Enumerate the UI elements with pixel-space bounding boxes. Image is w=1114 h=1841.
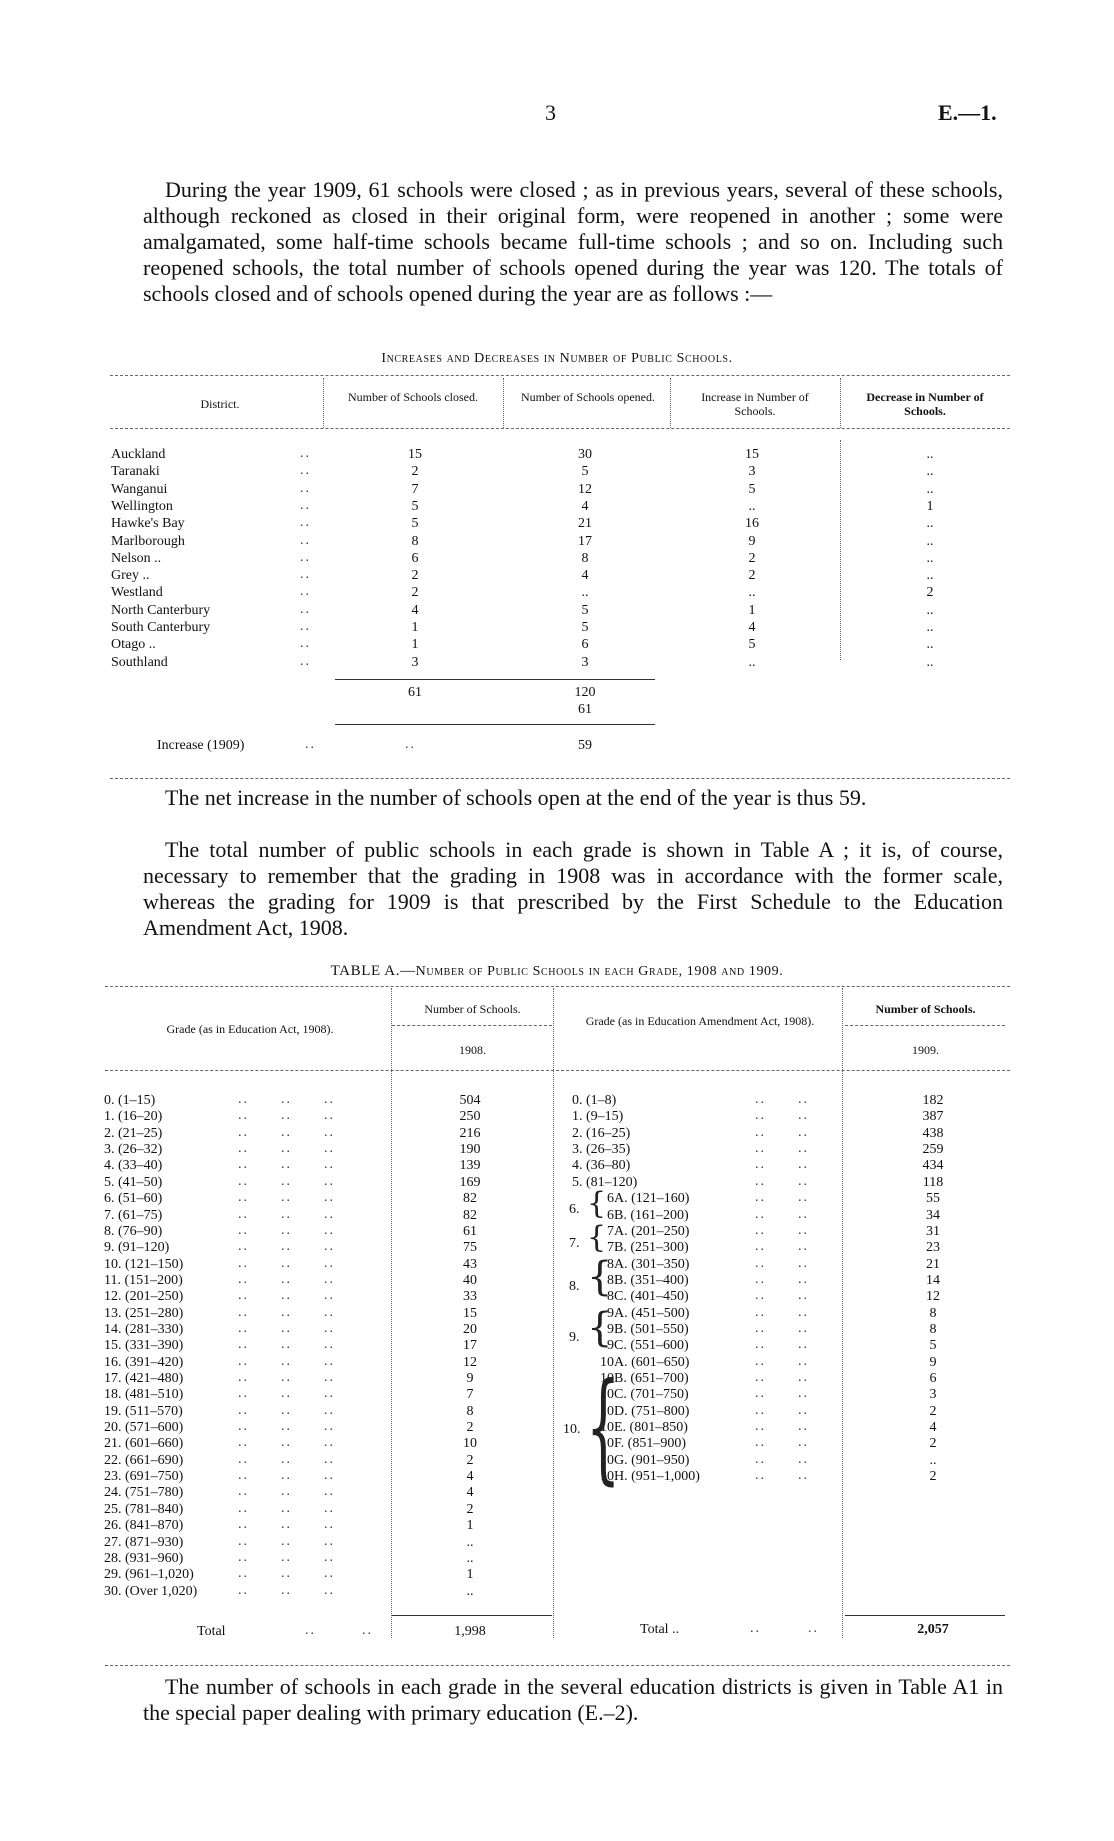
count-1909: 2 xyxy=(929,1436,937,1452)
closed-count: 15 xyxy=(408,447,422,462)
grade-1909: 10E. (801–850) xyxy=(600,1420,688,1435)
district-name: Nelson .. xyxy=(111,550,162,566)
brace: { xyxy=(587,1220,607,1255)
grade-1909: 8A. (301–350) xyxy=(607,1256,690,1272)
count-1909: 31 xyxy=(926,1223,940,1239)
grade-1908: 22. (661–690) xyxy=(104,1452,184,1468)
leader-dots: .. .. xyxy=(755,1353,809,1369)
increase-count: 3 xyxy=(748,464,756,480)
table2-right-number-header: Number of Schools. xyxy=(875,1002,976,1016)
count-1909: 9 xyxy=(929,1354,937,1370)
decrease-count: 2 xyxy=(926,585,934,601)
grade-1909: 9B. (501–550) xyxy=(607,1321,689,1337)
decrease-count: .. xyxy=(926,637,934,653)
leader-dots: .. .. .. xyxy=(238,1468,335,1483)
grade-1909: 8B. (351–400) xyxy=(607,1272,689,1288)
increase-count: .. xyxy=(748,654,756,670)
grade-1909: 3. (26–35) xyxy=(572,1142,631,1157)
grade-1909: 6A. (121–160) xyxy=(607,1191,690,1207)
grade-1909: 10D. (751–800) xyxy=(600,1403,690,1419)
grade-1908: 23. (691–750) xyxy=(104,1469,184,1484)
leader-dots: .. .. .. xyxy=(238,1255,335,1271)
closed-count: 2 xyxy=(411,568,419,584)
decrease-count: .. xyxy=(926,481,934,497)
leader-dots: .. .. .. xyxy=(238,1190,335,1206)
closed-count: 2 xyxy=(411,585,419,601)
opened-count: 5 xyxy=(581,464,589,480)
table2-total-right: 2,057 xyxy=(917,1622,949,1637)
closed-count: 5 xyxy=(411,516,419,532)
opened-count: 5 xyxy=(581,620,589,635)
count-1909: 55 xyxy=(926,1191,940,1207)
leader-dots: .. .. .. xyxy=(238,1092,335,1107)
district-name: Grey .. xyxy=(111,568,150,584)
grade-1909: 10B. (651–700) xyxy=(600,1371,689,1386)
closed-count: 1 xyxy=(411,637,419,653)
leader-dots: .. xyxy=(300,567,311,583)
count-1908: 2 xyxy=(466,1420,474,1435)
increase-count: 15 xyxy=(745,447,759,462)
table2-left-grade-header: Grade (as in Education Act, 1908). xyxy=(166,1022,334,1036)
leader-dots: .. .. xyxy=(755,1435,809,1451)
count-1909: 6 xyxy=(929,1371,937,1386)
leader-dots: .. .. .. xyxy=(238,1517,335,1533)
group-label-7: 7. xyxy=(569,1236,580,1251)
table1-caption: Increases and Decreases in Number of Public Schools. xyxy=(381,351,733,366)
leader-dots: .. .. xyxy=(755,1271,809,1287)
count-1908: .. xyxy=(466,1534,474,1550)
closed-count: 5 xyxy=(411,498,419,514)
leader-dots: .. xyxy=(300,463,311,479)
leader-dots: .. .. .. xyxy=(238,1353,335,1369)
count-1908: 9 xyxy=(466,1371,474,1386)
count-1908: .. xyxy=(466,1550,474,1566)
increase-count: 5 xyxy=(748,637,756,653)
leader-dots: .. .. xyxy=(755,1141,809,1156)
leader-dots: .. .. .. xyxy=(238,1451,335,1467)
leader-dots: .. .. xyxy=(755,1468,809,1483)
count-1908: 4 xyxy=(466,1469,474,1484)
opened-count: 12 xyxy=(578,481,592,497)
count-1908: 20 xyxy=(463,1321,477,1337)
count-1908: 15 xyxy=(463,1305,477,1321)
count-1909: 2 xyxy=(929,1403,937,1419)
leader-dots: .. xyxy=(300,446,311,461)
district-name: Auckland xyxy=(111,447,166,462)
decrease-count: .. xyxy=(926,568,934,584)
leader-dots: .. xyxy=(750,1621,761,1636)
leader-dots: .. xyxy=(300,532,311,548)
leader-dots: .. .. xyxy=(755,1288,809,1304)
leader-dots: .. .. .. xyxy=(238,1582,335,1598)
increase-count: .. xyxy=(748,498,756,514)
leader-dots: .. .. xyxy=(755,1157,809,1173)
grade-1908: 15. (331–390) xyxy=(104,1338,184,1354)
leader-dots: .. .. .. xyxy=(238,1484,335,1500)
district-name: Otago .. xyxy=(111,637,156,653)
grade-1908: 19. (511–570) xyxy=(104,1403,183,1419)
leader-dots: .. .. .. xyxy=(238,1239,335,1255)
district-name: Westland xyxy=(111,585,163,601)
grade-1908: 6. (51–60) xyxy=(104,1191,163,1207)
grade-1909: 6B. (161–200) xyxy=(607,1207,689,1223)
count-1909: 12 xyxy=(926,1289,940,1305)
page-reference: E.—1. xyxy=(938,100,997,125)
count-1909: 8 xyxy=(929,1305,937,1321)
count-1909: 182 xyxy=(922,1093,944,1108)
table2-total-right-label: Total .. xyxy=(640,1622,680,1637)
count-1908: 75 xyxy=(463,1240,477,1256)
leader-dots: .. .. xyxy=(755,1092,809,1107)
leader-dots: .. .. xyxy=(755,1304,809,1320)
leader-dots: .. .. xyxy=(755,1370,809,1385)
grade-1909: 7A. (201–250) xyxy=(607,1223,690,1239)
closed-count: 1 xyxy=(411,620,419,635)
leader-dots: .. .. .. xyxy=(238,1173,335,1189)
count-1908: 17 xyxy=(463,1338,477,1354)
leader-dots: .. .. xyxy=(755,1239,809,1255)
leader-dots: .. .. xyxy=(755,1255,809,1271)
grade-1909: 5. (81–120) xyxy=(572,1174,638,1190)
decrease-count: .. xyxy=(926,550,934,566)
grade-1908: 21. (601–660) xyxy=(104,1436,184,1452)
district-name: Hawke's Bay xyxy=(111,516,185,532)
leader-dots: .. .. .. xyxy=(238,1124,335,1140)
group-label-9: 9. xyxy=(569,1330,580,1345)
grade-1908: 27. (871–930) xyxy=(104,1534,184,1550)
opened-count: 4 xyxy=(581,498,589,514)
count-1908: 2 xyxy=(466,1452,474,1468)
grade-1909: 10A. (601–650) xyxy=(600,1354,690,1370)
net-increase-paragraph: The net increase in the number of schools open at the end of the year is thus 59. xyxy=(165,785,867,810)
leader-dots: .. .. .. xyxy=(238,1533,335,1549)
grade-1908: 4. (33–40) xyxy=(104,1158,163,1174)
closed-count: 7 xyxy=(411,481,419,497)
grade-1908: 26. (841–870) xyxy=(104,1518,184,1534)
decrease-count: .. xyxy=(926,533,934,549)
leader-dots: .. .. .. xyxy=(238,1304,335,1320)
count-1909: 2 xyxy=(929,1469,937,1484)
increase-count: 9 xyxy=(748,533,756,549)
table1-header-opened: Number of Schools opened. xyxy=(521,390,655,404)
grade-1908: 8. (76–90) xyxy=(104,1223,163,1239)
grade-1908: 24. (751–780) xyxy=(104,1485,184,1501)
leader-dots: .. .. .. xyxy=(238,1222,335,1238)
table1-header-decrease: Decrease in Number of Schools. xyxy=(866,390,984,418)
count-1909: 8 xyxy=(929,1321,937,1337)
grade-paragraph: The total number of public schools in each grade is shown in Table A ; it is, of course, necessary to remember that the grading in 1908 was in accordance with the former scale, whereas the grading for 1909 is that prescribed by the First Schedule to the Education Amendment Act, 1908. xyxy=(143,837,1003,940)
leader-dots: .. xyxy=(808,1621,819,1636)
leader-dots: .. .. .. xyxy=(238,1549,335,1565)
increase-count: 2 xyxy=(748,550,756,566)
district-name: Marlborough xyxy=(111,533,185,549)
leader-dots: .. .. .. xyxy=(238,1141,335,1156)
district-name: Southland xyxy=(111,654,168,670)
leader-dots: .. .. .. xyxy=(238,1108,335,1124)
count-1908: 169 xyxy=(459,1174,481,1190)
brace: { xyxy=(586,1358,621,1497)
grade-1908: 28. (931–960) xyxy=(104,1550,184,1566)
grade-1908: 3. (26–32) xyxy=(104,1142,163,1157)
leader-dots: .. .. .. xyxy=(238,1271,335,1287)
increase-count: 5 xyxy=(748,481,756,497)
grade-1908: 10. (121–150) xyxy=(104,1256,184,1272)
count-1909: 14 xyxy=(926,1272,940,1288)
table1-less-closed: 61 xyxy=(578,702,592,717)
count-1909: 259 xyxy=(922,1142,944,1157)
count-1908: 190 xyxy=(459,1142,481,1157)
leader-dots: .. .. .. xyxy=(238,1386,335,1402)
leader-dots: .. xyxy=(300,584,311,600)
opened-count: 3 xyxy=(581,654,589,670)
count-1909: 4 xyxy=(929,1420,937,1435)
table2-right-grade-header: Grade (as in Education Amendment Act, 1908). xyxy=(585,1014,815,1028)
grade-1909: 10C. (701–750) xyxy=(600,1387,689,1403)
leader-dots: .. .. xyxy=(755,1451,809,1467)
grade-1908: 16. (391–420) xyxy=(104,1354,184,1370)
grade-1909: 8C. (401–450) xyxy=(607,1289,689,1305)
brace: { xyxy=(587,1305,613,1351)
leader-dots: .. .. xyxy=(755,1173,809,1189)
leader-dots: .. xyxy=(300,549,311,565)
grade-1908: 9. (91–120) xyxy=(104,1240,170,1256)
count-1909: 387 xyxy=(922,1109,944,1125)
table2-right-year: 1909. xyxy=(912,1043,939,1057)
group-label-8: 8. xyxy=(569,1279,580,1294)
count-1908: 10 xyxy=(463,1436,477,1452)
count-1908: 2 xyxy=(466,1501,474,1517)
closing-paragraph: The number of schools in each grade in the several education districts is given in Table A1 in the special paper dealing with primary education (E.–2). xyxy=(143,1674,1003,1725)
leader-dots: .. .. xyxy=(755,1190,809,1206)
leader-dots: .. .. xyxy=(755,1419,809,1434)
leader-dots: .. .. xyxy=(755,1402,809,1418)
grade-1909: 10H. (951–1,000) xyxy=(600,1469,700,1484)
leader-dots: .. xyxy=(300,601,311,617)
grade-1908: 17. (421–480) xyxy=(104,1371,184,1386)
count-1909: 118 xyxy=(922,1174,944,1190)
grade-1908: 1. (16–20) xyxy=(104,1109,163,1125)
grade-1908: 7. (61–75) xyxy=(104,1207,163,1223)
leader-dots: .. xyxy=(305,737,316,752)
count-1908: 61 xyxy=(463,1223,477,1239)
count-1909: 3 xyxy=(929,1387,937,1403)
count-1908: 250 xyxy=(459,1109,481,1125)
increase-count: 4 xyxy=(748,620,756,635)
opened-count: 21 xyxy=(578,516,592,532)
count-1909: 5 xyxy=(929,1338,937,1354)
decrease-count: .. xyxy=(926,516,934,532)
leader-dots: .. .. .. xyxy=(238,1157,335,1173)
leader-dots: .. .. xyxy=(755,1108,809,1124)
leader-dots: .. .. .. xyxy=(238,1206,335,1222)
count-1909: 434 xyxy=(922,1158,944,1174)
decrease-count: .. xyxy=(926,464,934,480)
count-1908: 8 xyxy=(466,1403,474,1419)
count-1908: 82 xyxy=(463,1191,477,1207)
decrease-count: .. xyxy=(926,447,934,462)
increase-count: 2 xyxy=(748,568,756,584)
page-number: 3 xyxy=(545,100,556,125)
opened-count: 5 xyxy=(581,602,589,618)
grade-1908: 2. (21–25) xyxy=(104,1125,163,1141)
leader-dots: .. xyxy=(300,497,311,513)
leader-dots: .. .. .. xyxy=(238,1337,335,1353)
opened-count: 8 xyxy=(581,550,589,566)
count-1908: 33 xyxy=(463,1289,477,1305)
table1-header-closed: Number of Schools closed. xyxy=(348,390,478,404)
table1-increase-label: Increase (1909) xyxy=(157,738,245,753)
count-1909: 438 xyxy=(922,1125,944,1141)
grade-1909: 1. (9–15) xyxy=(572,1109,624,1125)
leader-dots: .. .. xyxy=(755,1124,809,1140)
decrease-count: .. xyxy=(926,620,934,635)
count-1908: .. xyxy=(466,1583,474,1599)
increase-count: 1 xyxy=(748,602,756,618)
leader-dots: .. .. .. xyxy=(238,1402,335,1418)
count-1909: 34 xyxy=(926,1207,940,1223)
decrease-count: .. xyxy=(926,602,934,618)
group-label-10: 10. xyxy=(563,1422,581,1437)
leader-dots: .. .. .. xyxy=(238,1320,335,1336)
leader-dots: .. .. xyxy=(755,1386,809,1402)
closed-count: 8 xyxy=(411,533,419,549)
table1-total-opened: 120 xyxy=(574,685,596,700)
grade-1909: 10G. (901–950) xyxy=(600,1452,690,1468)
count-1908: 139 xyxy=(459,1158,481,1174)
district-name: Taranaki xyxy=(111,464,160,480)
closed-count: 4 xyxy=(411,602,419,618)
opened-count: 4 xyxy=(581,568,589,584)
decrease-count: 1 xyxy=(926,498,934,514)
grade-1908: 18. (481–510) xyxy=(104,1387,184,1403)
closed-count: 3 xyxy=(411,654,419,670)
grade-1908: 12. (201–250) xyxy=(104,1289,184,1305)
opened-count: 30 xyxy=(578,447,592,462)
leader-dots: .. .. xyxy=(755,1222,809,1238)
leader-dots: .. .. .. xyxy=(238,1566,335,1582)
table1-header-district: District. xyxy=(200,397,240,411)
increase-count: .. xyxy=(748,585,756,601)
grade-1908: 11. (151–200) xyxy=(104,1272,183,1288)
leader-dots: .. .. xyxy=(755,1206,809,1222)
table2-left-year: 1908. xyxy=(459,1043,486,1057)
count-1908: 1 xyxy=(466,1567,474,1583)
leader-dots: .. .. .. xyxy=(238,1435,335,1451)
count-1908: 40 xyxy=(463,1272,477,1288)
closed-count: 6 xyxy=(411,550,419,566)
table1-total-closed: 61 xyxy=(408,685,422,700)
leader-dots: .. .. .. xyxy=(238,1288,335,1304)
leader-dots: .. xyxy=(300,636,311,652)
leader-dots: .. xyxy=(405,737,416,752)
leader-dots: .. xyxy=(300,480,311,496)
grade-1908: 25. (781–840) xyxy=(104,1501,184,1517)
leader-dots: .. .. xyxy=(755,1320,809,1336)
leader-dots: .. .. .. xyxy=(238,1370,335,1385)
grade-1909: 10F. (851–900) xyxy=(600,1436,686,1452)
grade-1908: 29. (961–1,020) xyxy=(104,1567,194,1583)
grade-1909: 7B. (251–300) xyxy=(607,1240,689,1256)
grade-1908: 14. (281–330) xyxy=(104,1321,184,1337)
district-name: North Canterbury xyxy=(111,602,211,618)
count-1908: 82 xyxy=(463,1207,477,1223)
count-1909: .. xyxy=(929,1452,937,1468)
count-1908: 216 xyxy=(459,1125,481,1141)
opened-count: 6 xyxy=(581,637,589,653)
leader-dots: .. .. .. xyxy=(238,1500,335,1516)
table2-caption: TABLE A.—Number of Public Schools in each Grade, 1908 and 1909. xyxy=(330,963,784,979)
opened-count: 17 xyxy=(578,533,592,549)
brace: { xyxy=(587,1254,613,1300)
count-1909: 21 xyxy=(926,1256,940,1272)
leader-dots: .. xyxy=(305,1623,316,1638)
table1-increase-value: 59 xyxy=(578,738,592,753)
count-1908: 7 xyxy=(466,1387,474,1403)
group-label-6: 6. xyxy=(569,1202,580,1217)
count-1908: 12 xyxy=(463,1354,477,1370)
opened-count: .. xyxy=(581,585,589,601)
grade-1909: 2. (16–25) xyxy=(572,1125,631,1141)
district-name: Wanganui xyxy=(111,481,168,497)
grade-1908: 5. (41–50) xyxy=(104,1174,163,1190)
brace: { xyxy=(587,1186,607,1221)
leader-dots: .. .. xyxy=(755,1337,809,1353)
district-name: Wellington xyxy=(111,498,173,514)
grade-1908: 30. (Over 1,020) xyxy=(104,1583,198,1599)
leader-dots: .. xyxy=(362,1623,373,1638)
closed-count: 2 xyxy=(411,464,419,480)
table1-header-increase: Increase in Number of Schools. xyxy=(701,390,809,418)
grade-1908: 0. (1–15) xyxy=(104,1093,156,1108)
district-name: South Canterbury xyxy=(111,620,211,635)
leader-dots: .. xyxy=(300,619,311,634)
grade-1909: 9A. (451–500) xyxy=(607,1305,690,1321)
grade-1908: 13. (251–280) xyxy=(104,1305,184,1321)
count-1908: 4 xyxy=(466,1485,474,1501)
grade-1908: 20. (571–600) xyxy=(104,1420,184,1435)
count-1908: 504 xyxy=(459,1093,481,1108)
increase-count: 16 xyxy=(745,516,759,532)
table2-left-number-header: Number of Schools. xyxy=(424,1002,521,1016)
table2-total-left: 1,998 xyxy=(454,1624,486,1639)
count-1909: 23 xyxy=(926,1240,940,1256)
count-1908: 43 xyxy=(463,1256,477,1272)
leader-dots: .. .. .. xyxy=(238,1419,335,1434)
grade-1909: 9C. (551–600) xyxy=(607,1338,689,1354)
intro-paragraph: During the year 1909, 61 schools were closed ; as in previous years, several of these schools, although reckoned as closed in their original form, were reopened in another ; some were amalgamated, some half-time schools became full-time schools ; and so on. Including such reopened schools, the total number of schools opened during the year was 120. The totals of schools closed and of schools opened during the year are as follows :— xyxy=(143,177,1003,306)
grade-1909: 0. (1–8) xyxy=(572,1093,617,1108)
decrease-count: .. xyxy=(926,654,934,670)
table2-total-left-label: Total xyxy=(197,1624,226,1639)
leader-dots: .. xyxy=(300,515,311,531)
grade-1909: 4. (36–80) xyxy=(572,1158,631,1174)
count-1908: 1 xyxy=(466,1518,474,1534)
leader-dots: .. xyxy=(300,653,311,669)
